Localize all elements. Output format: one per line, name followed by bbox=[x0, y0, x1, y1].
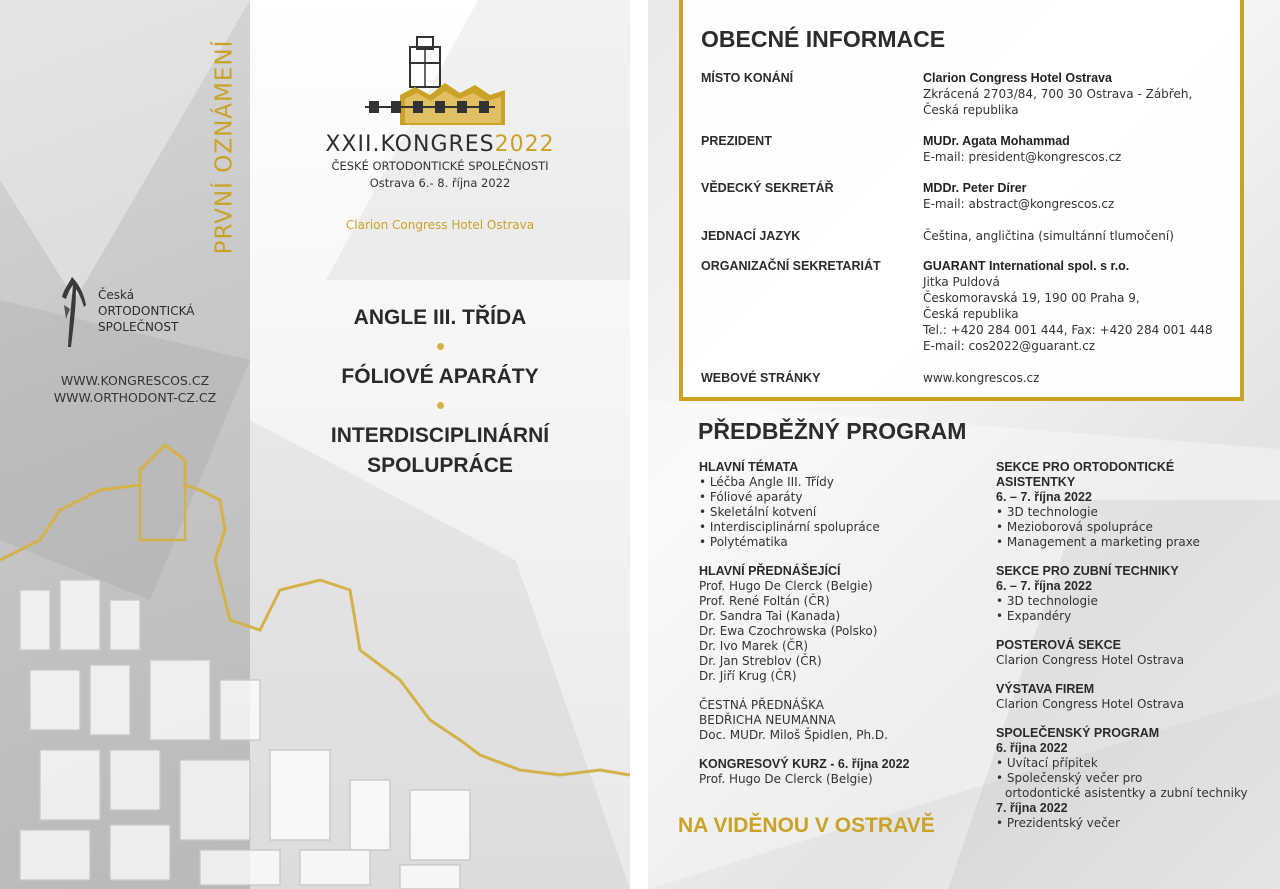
info-row-web bbox=[701, 370, 1231, 388]
society-logo bbox=[58, 275, 238, 355]
list-item: • Společenský večer pro bbox=[996, 771, 1143, 785]
society-name-line: ORTODONTICKÁ bbox=[98, 304, 195, 318]
list-item: Dr. Jan Streblov (ČR) bbox=[699, 654, 822, 668]
event-dates: Ostrava 6.- 8. října 2022 bbox=[369, 176, 511, 190]
closing-slogan: NA VIDĚNOU V OSTRAVĚ bbox=[678, 814, 935, 837]
info-label: ORGANIZAČNÍ SEKRETARIÁT bbox=[701, 259, 881, 273]
list-item: • Management a marketing praxe bbox=[996, 535, 1200, 549]
info-label: VĚDECKÝ SEKRETÁŘ bbox=[701, 181, 834, 195]
president-email-link[interactable]: E-mail: president@kongrescos.cz bbox=[923, 150, 1122, 164]
kongres-crown-icon bbox=[355, 35, 525, 130]
program-column-right bbox=[996, 460, 1266, 845]
venue-name: Clarion Congress Hotel Ostrava bbox=[345, 218, 535, 232]
web-link[interactable]: www.kongrescos.cz bbox=[923, 371, 1040, 385]
topic-item: ANGLE III. TŘÍDA bbox=[353, 306, 527, 329]
topic-item: INTERDISCIPLINÁRNÍ SPOLUPRÁCE bbox=[330, 424, 550, 477]
program-section: HLAVNÍ PŘEDNÁŠEJÍCÍ Prof. Hugo De Clerck (Belgie) Prof. René Foltán (ČR) Dr. Sandra Tai (Kanada) Dr. Ewa Czochrowska (Polsko) Dr. Ivo Marek (ČR) Dr. Jan Streblov (ČR) Dr. Jiří Krug (ČR) bbox=[699, 564, 979, 684]
list-item: • Skeletální kotvení bbox=[699, 505, 817, 519]
society-name-line: SPOLEČNOST bbox=[98, 320, 179, 334]
program-section: SPOLEČENSKÝ PROGRAM 6. října 2022 • Uvítací přípitek • Společenský večer pro ortodontické asistentky a zubní techniky 7. října 2022 • Prezidentský večer bbox=[996, 726, 1266, 831]
page-gutter bbox=[630, 0, 648, 889]
info-label: WEBOVÉ STRÁNKY bbox=[701, 371, 821, 385]
bullet-dot bbox=[437, 402, 444, 409]
program-section: POSTEROVÁ SEKCE Clarion Congress Hotel Ostrava bbox=[996, 638, 1185, 667]
info-label: PREZIDENT bbox=[701, 134, 772, 148]
website-link[interactable]: WWW.ORTHODONT-CZ.CZ bbox=[53, 390, 217, 405]
list-item: Dr. Ivo Marek (ČR) bbox=[699, 639, 809, 653]
info-row-secretary bbox=[701, 180, 1231, 214]
program-section: KONGRESOVÝ KURZ - 6. října 2022 Prof. Hugo De Clerck (Belgie) bbox=[699, 757, 910, 786]
program-section: ČESTNÁ PŘEDNÁŠKA BEDŘICHA NEUMANNA Doc. MUDr. Miloš Špidlen, Ph.D. bbox=[699, 698, 888, 742]
inside-right-panel bbox=[648, 0, 1280, 889]
list-item: Prof. René Foltán (ČR) bbox=[699, 594, 830, 608]
list-item: • Polytématika bbox=[699, 535, 788, 549]
topic-item: FÓLIOVÉ APARÁTY bbox=[341, 365, 539, 388]
list-item: Dr. Sandra Tai (Kanada) bbox=[699, 609, 841, 623]
list-item: • Fóliové aparáty bbox=[699, 490, 803, 504]
website-list bbox=[30, 372, 240, 406]
list-item: Dr. Jiří Krug (ČR) bbox=[699, 669, 797, 683]
info-row-president bbox=[701, 133, 1231, 167]
info-value: MDDr. Peter Dírer E-mail: abstract@kongrescos.cz bbox=[923, 181, 1115, 211]
list-item: • Prezidentský večer bbox=[996, 816, 1121, 830]
list-item: • Expandéry bbox=[996, 609, 1072, 623]
society-figure-icon bbox=[58, 275, 88, 350]
list-item: • Interdisciplinární spolupráce bbox=[699, 520, 880, 534]
logo-subtitle: ČESKÉ ORTODONTICKÉ SPOLEČNOSTI bbox=[331, 159, 549, 173]
program-heading: PŘEDBĚŽNÝ PROGRAM bbox=[698, 418, 967, 444]
society-name-line: Česká bbox=[98, 288, 135, 302]
program-section: SEKCE PRO ORTODONTICKÉ ASISTENTKY 6. – 7. října 2022 • 3D technologie • Mezioborová spolupráce • Management a marketing praxe bbox=[996, 460, 1266, 550]
program-section: VÝSTAVA FIREM Clarion Congress Hotel Ostrava bbox=[996, 682, 1185, 711]
list-item: • Mezioborová spolupráce bbox=[996, 520, 1153, 534]
info-row-language bbox=[701, 228, 1231, 246]
list-item: Prof. Hugo De Clerck (Belgie) bbox=[699, 579, 873, 593]
website-link[interactable]: WWW.KONGRESCOS.CZ bbox=[60, 373, 210, 388]
program-column-left bbox=[699, 460, 979, 801]
info-value: Clarion Congress Hotel Ostrava Zkrácená 2703/84, 700 30 Ostrava - Zábřeh, Česká republika bbox=[923, 71, 1193, 117]
info-value: MUDr. Agata Mohammad E-mail: president@kongrescos.cz bbox=[923, 134, 1122, 164]
info-heading: OBECNÉ INFORMACE bbox=[701, 26, 946, 52]
bullet-dot bbox=[437, 343, 444, 350]
list-item: • 3D technologie bbox=[996, 594, 1098, 608]
info-row-organizer bbox=[701, 258, 1231, 358]
congress-logo bbox=[250, 35, 630, 190]
info-label: JEDNACÍ JAZYK bbox=[701, 229, 801, 243]
info-value: GUARANT International spol. s r.o. Jitka Puldová Českomoravská 19, 190 00 Praha 9, Česká republika Tel.: +420 284 001 444, Fax: +420 284 001 448 E-mail: cos2022@guarant.cz bbox=[923, 259, 1213, 353]
organizer-email-link[interactable]: E-mail: cos2022@guarant.cz bbox=[923, 339, 1096, 353]
mine-tower-skyline-icon bbox=[0, 430, 630, 889]
list-item: • 3D technologie bbox=[996, 505, 1098, 519]
list-item: • Léčba Angle III. Třídy bbox=[699, 475, 834, 489]
info-label: MÍSTO KONÁNÍ bbox=[701, 71, 794, 85]
vertical-title: PRVNÍ OZNÁMENÍ bbox=[211, 39, 238, 255]
list-item: • Uvítací přípitek bbox=[996, 756, 1098, 770]
logo-title: XXII.KONGRES2022 bbox=[325, 132, 555, 157]
info-row-venue bbox=[701, 70, 1231, 120]
info-value: Čeština, angličtina (simultánní tlumočení) bbox=[923, 229, 1174, 243]
secretary-email-link[interactable]: E-mail: abstract@kongrescos.cz bbox=[923, 197, 1115, 211]
list-item: Dr. Ewa Czochrowska (Polsko) bbox=[699, 624, 878, 638]
program-section: SEKCE PRO ZUBNÍ TECHNIKY 6. – 7. října 2022 • 3D technologie • Expandéry bbox=[996, 564, 1266, 624]
program-section: HLAVNÍ TÉMATA • Léčba Angle III. Třídy • Fóliové aparáty • Skeletální kotvení • Interdisciplinární spolupráce • Polytématika bbox=[699, 460, 979, 550]
list-item: ortodontické asistentky a zubní techniky bbox=[1005, 786, 1248, 800]
general-info-box bbox=[679, 0, 1244, 401]
